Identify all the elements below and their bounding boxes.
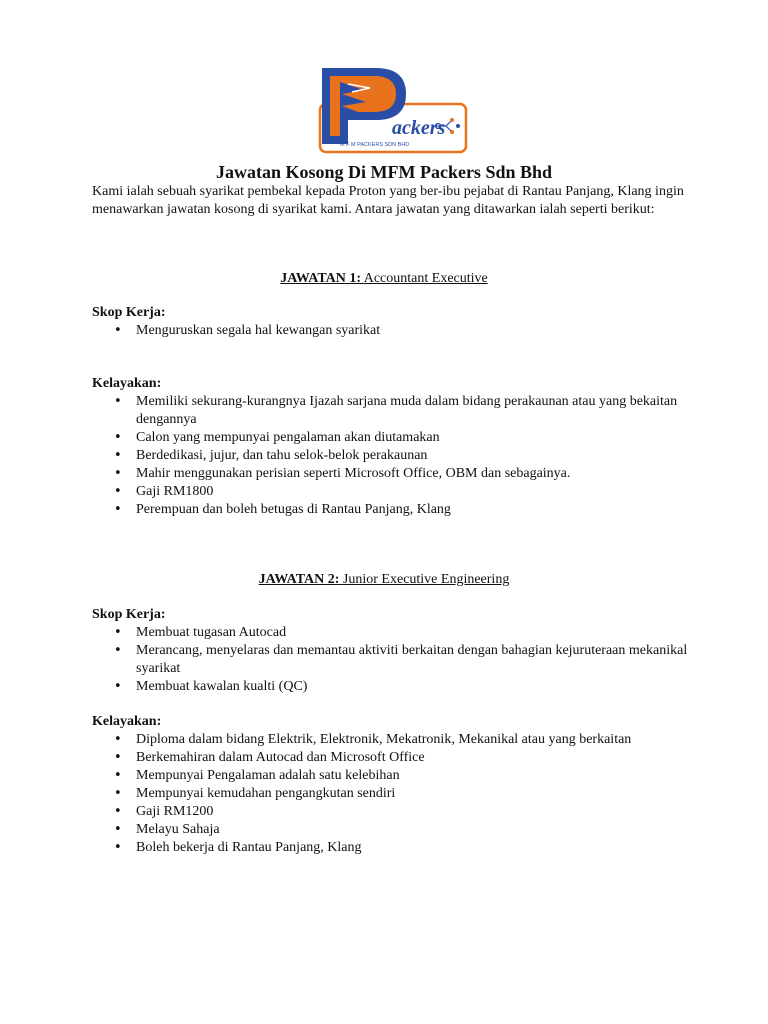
job-1-scope-label: Skop Kerja: — [92, 305, 166, 320]
list-item: • Berkemahiran dalam Autocad dan Microsoft Office — [92, 749, 692, 767]
list-item: • Berdedikasi, jujur, dan tahu selok-belok perakaunan — [92, 447, 692, 465]
list-item: • Boleh bekerja di Rantau Panjang, Klang — [92, 839, 692, 857]
list-item: • Membuat kawalan kualti (QC) — [92, 678, 692, 696]
list-item: • Memiliki sekurang-kurangnya Ijazah sarjana muda dalam bidang perakaunan atau yang bekaitan dengannya — [92, 393, 692, 429]
job-2-heading — [0, 571, 768, 589]
company-logo — [318, 64, 468, 156]
job-2-heading-title: Junior Executive Engineering — [342, 572, 510, 587]
list-item: • Merancang, menyelaras dan memantau aktiviti berkaitan dengan bahagian kejuruteraan mekanikal syarikat — [92, 642, 692, 678]
job-1-heading — [0, 270, 768, 288]
job-2-scope-label: Skop Kerja: — [92, 607, 166, 622]
list-item: • Gaji RM1200 — [92, 803, 692, 821]
list-item: • Mempunyai kemudahan pengangkutan sendiri — [92, 785, 692, 803]
list-item: • Perempuan dan boleh betugas di Rantau Panjang, Klang — [92, 501, 692, 519]
list-item: • Melayu Sahaja — [92, 821, 692, 839]
job-1-scope-list — [92, 322, 692, 340]
job-1-heading-title: Accountant Executive — [363, 271, 488, 286]
job-1-qual-label: Kelayakan: — [92, 376, 162, 391]
job-1-qual-list — [92, 393, 692, 519]
list-item: • Calon yang mempunyai pengalaman akan diutamakan — [92, 429, 692, 447]
list-item: • Menguruskan segala hal kewangan syarikat — [92, 322, 692, 340]
logo-subtitle: M F M PACKERS SDN BHD — [340, 142, 410, 148]
job-1-heading-prefix: JAWATAN 1: — [280, 271, 361, 286]
page-title: Jawatan Kosong Di MFM Packers Sdn Bhd — [215, 162, 553, 182]
list-item: • Diploma dalam bidang Elektrik, Elektronik, Mekatronik, Mekanikal atau yang berkaitan — [92, 731, 692, 749]
job-2-heading-prefix: JAWATAN 2: — [258, 572, 340, 587]
intro-paragraph: Kami ialah sebuah syarikat pembekal kepada Proton yang ber-ibu pejabat di Rantau Panjang, Klang ingin menawarkan jawatan kosong di syarikat kami. Antara jawatan yang ditawarkan ialah seperti berikut: — [92, 184, 684, 217]
job-2-scope-list — [92, 624, 692, 696]
job-2-qual-list — [92, 731, 692, 857]
list-item: • Mahir menggunakan perisian seperti Microsoft Office, OBM dan sebagainya. — [92, 465, 692, 483]
logo-wordmark: ackers — [392, 117, 446, 139]
list-item: • Membuat tugasan Autocad — [92, 624, 692, 642]
list-item: • Mempunyai Pengalaman adalah satu kelebihan — [92, 767, 692, 785]
job-2-qual-label: Kelayakan: — [92, 714, 162, 729]
list-item: • Gaji RM1800 — [92, 483, 692, 501]
